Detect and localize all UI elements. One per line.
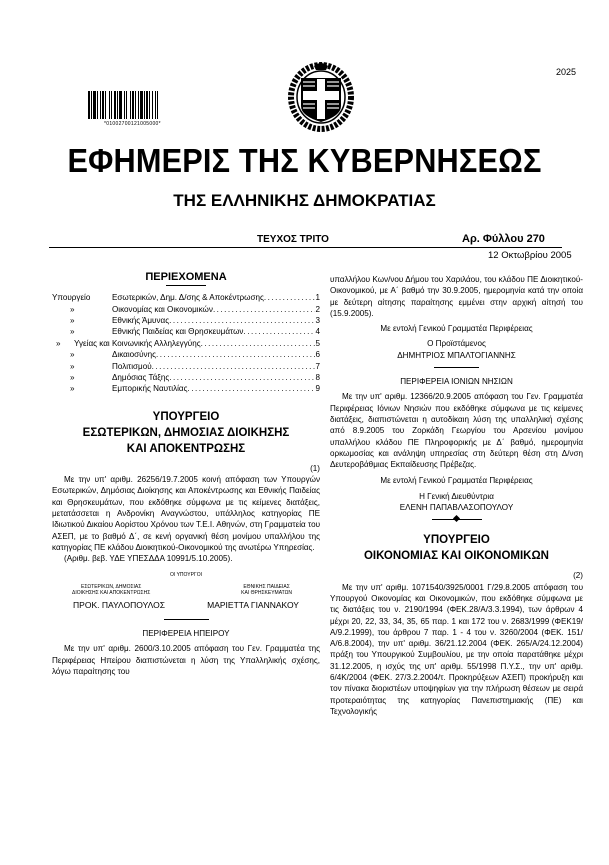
signatory-titles bbox=[52, 584, 320, 596]
toc-item-label: Εθνικής Παιδείας και Θρησκευμάτων bbox=[112, 327, 244, 337]
ministry-heading-interior bbox=[52, 409, 320, 457]
toc-item-page: 7 bbox=[315, 361, 320, 371]
barcode bbox=[88, 91, 208, 119]
barcode-bar bbox=[158, 91, 159, 119]
gazette-title: ΕΦΗΜΕΡΙΣ ΤΗΣ ΚΥΒΕΡΝΗΣΕΩΣ bbox=[67, 142, 542, 179]
toc-item-prefix: » bbox=[56, 338, 61, 348]
diamond-divider bbox=[432, 519, 482, 520]
signatory-2-title bbox=[241, 584, 292, 596]
toc-item bbox=[52, 338, 320, 349]
toc-item-label: Εμπορικής Ναυτιλίας bbox=[112, 384, 188, 394]
ministry-line: ΕΣΩΤΕΡΙΚΩΝ, ΔΗΜΟΣΙΑΣ ΔΙΟΙΚΗΣΗΣ bbox=[82, 426, 290, 439]
toc-item-label: Εθνικής Άμυνας bbox=[112, 316, 170, 326]
toc-item-page: 9 bbox=[315, 384, 320, 394]
toc-item-prefix: » bbox=[70, 304, 75, 314]
continued-text: υπαλλήλου Κων/νου Δήμου του Χαριλάου, του κλάδου ΠΕ Διοικητικού-Οικονομικού, με Α΄ βαθμό την 30.9.2005, ημερομηνία κατά την οποία με δεύτερη αίτησης παραίτησης εμμένει στην αρχική αίτησή του (15.9.2005). bbox=[330, 275, 583, 318]
toc-item-page: 4 bbox=[315, 327, 320, 337]
coat-of-arms-icon bbox=[286, 60, 356, 132]
decision-number: (2) bbox=[573, 571, 583, 581]
section-divider bbox=[164, 619, 209, 620]
signatories-heading: ΟΙ ΥΠΟΥΡΓΟΙ bbox=[170, 572, 202, 579]
issue-label: ΤΕΥΧΟΣ ΤΡΙΤΟ bbox=[257, 234, 329, 245]
title-line: ΚΑΙ ΘΡΗΣΚΕΥΜΑΤΩΝ bbox=[241, 589, 292, 596]
toc-item bbox=[52, 349, 320, 360]
signatory-names bbox=[52, 600, 320, 611]
toc-item bbox=[52, 361, 320, 372]
title-line: ΔΙΟΙΚΗΣΗΣ ΚΑΙ ΑΠΟΚΕΝΤΡΩΣΗΣ bbox=[72, 589, 151, 596]
toc-item bbox=[52, 326, 320, 337]
right-column bbox=[330, 272, 583, 717]
title-line: ΕΘΝΙΚΗΣ ΠΑΙΔΕΙΑΣ bbox=[243, 583, 290, 590]
ministry-line: ΟΙΚΟΝΟΜΙΑΣ ΚΑΙ ΟΙΚΟΝΟΜΙΚΩΝ bbox=[363, 550, 549, 563]
region-heading-ionian: ΠΕΡΙΦΕΡΕΙΑ ΙΟΝΙΩΝ ΝΗΣΙΩΝ bbox=[400, 377, 513, 387]
diamond-icon bbox=[452, 515, 459, 522]
toc-item-prefix: Υπουργείο bbox=[52, 293, 91, 303]
toc-item-label: Οικονομίας και Οικονομικών bbox=[112, 304, 213, 314]
region-decision-text: Με την υπ' αριθμ. 2600/3.10.2005 απόφαση του Γεν. Γραμματέα της Περιφέρειας Ηπείρου διαπιστώνεται η λύση της Υπαλληλικής σχέσης, λόγω παραίτησης του bbox=[52, 644, 320, 676]
signer-title: Ο Προϊστάμενος bbox=[427, 339, 486, 349]
ministry-line: ΥΠΟΥΡΓΕΙΟ bbox=[152, 410, 220, 423]
signatory-2-name: ΜΑΡΙΕΤΤΑ ΓΙΑΝΝΑΚΟΥ bbox=[207, 599, 299, 610]
toc-leader-dots bbox=[152, 361, 316, 372]
toc-leader-dots bbox=[264, 292, 316, 303]
toc-item-prefix: » bbox=[70, 350, 75, 360]
decision-text: Με την υπ' αριθμ. 1071540/3925/0001 Γ/29.8.2005 απόφαση του Υπουργού Οικονομίας και Οικονομικών, που εκδόθηκε σύμφωνα με τις διατάξεις του ν. 2190/1994 (ΦΕΚ.28/Α/3.3.1994), των άρθρων 4 μέχρι 20, 22, 33, 34, 35, 65 παρ. 1 και 172 του ν. 2683/1999 (ΦΕΚ19/Α/9.2.1999), του άρθρου 7 παρ. 1 - 4 του ν. 3260/2004 (ΦΕΚ. 151/Α/6.8.2004), την υπ' αριθμ. 36/21.12.2004 (ΦΕΚ. 265/Α/24.12.2004) πράξη του Υπουργικού Συμβουλίου, με την οποία παρατάθηκε μέχρι 31.12.2005, η ισχύς της υπ' αριθμ. 55/1998 Π.Υ.Σ., την υπ' αριθμ. 6/4Κ/2004 (ΦΕΚ. 27/3.2.2004/τ. Προκηρύξεων ΑΣΕΠ) προκήρυξη και τον πίνακα διοριστέων υποψηφίων για την πλήρωση θέσεων με σειρά προτεραιότητας της κατηγορίας Πανεπιστημιακής (ΠΕ) και Τεχνολογικής bbox=[330, 582, 583, 716]
ministry-line: ΥΠΟΥΡΓΕΙΟ bbox=[423, 534, 490, 547]
toc-leader-dots bbox=[243, 326, 315, 337]
toc-item-label: Δημόσιας Τάξης bbox=[112, 373, 170, 383]
toc-item bbox=[52, 315, 320, 326]
signer-name: ΔΗΜΗΤΡΙΟΣ ΜΠΑΛΤΟΓΙΑΝΝΗΣ bbox=[397, 350, 516, 360]
decision-text: Με την υπ' αριθμ. 26256/19.7.2005 κοινή απόφαση των Υπουργών Εσωτερικών, Δημόσιας Διοίκησης και Αποκέντρωσης και Εθνικής Παιδείας και Θρησκευμάτων, που εκδόθηκε σύμφωνα με τις κείμενες διατάξεις, μετατάσσεται η Ανδρονίκη Αναγνώστου, υπάλληλος κατηγορίας ΠΕ Ιδιωτικού Δικαίου Αορίστου Χρόνου των Τ.Ε.Ι. Αθηνών, στη Γραμματεία του ΑΣΕΠ, με το βαθμό Δ΄, σε κενή οργανική θέση μονίμου υπαλλήλου της κατηγορίας ΠΕ κλάδου Διοικητικού-Οικονομικού της ανωτέρω Υπηρεσίας. bbox=[52, 475, 320, 552]
toc-item bbox=[52, 304, 320, 315]
signatory-1-name: ΠΡΟΚ. ΠΑΥΛΟΠΟΥΛΟΣ bbox=[73, 599, 166, 610]
toc-item-prefix: » bbox=[70, 327, 75, 337]
toc-item bbox=[52, 292, 320, 303]
signer-title: Η Γενική Διευθύντρια bbox=[419, 491, 494, 501]
toc-item bbox=[52, 372, 320, 383]
section-divider bbox=[434, 367, 479, 368]
barcode-number: *01002700121005000* bbox=[104, 121, 161, 127]
toc-leader-dots bbox=[156, 349, 315, 360]
toc-item-page: 3 bbox=[315, 316, 320, 326]
toc-item-prefix: » bbox=[70, 384, 75, 394]
decision-reference: (Αριθμ. βεβ. ΥΔΕ ΥΠΕΣΔΔΑ 10991/5.10.2005). bbox=[64, 554, 233, 564]
toc-leader-dots bbox=[169, 315, 315, 326]
left-column bbox=[52, 270, 320, 677]
toc-title: ΠΕΡΙΕΧΟΜΕΝΑ bbox=[145, 271, 227, 283]
toc-item-page: 8 bbox=[315, 373, 320, 383]
order-line: Με εντολή Γενικού Γραμματέα Περιφέρειας bbox=[380, 476, 533, 486]
toc-title-underline bbox=[166, 285, 206, 286]
toc-item-prefix: » bbox=[70, 361, 75, 371]
order-line: Με εντολή Γενικού Γραμματέα Περιφέρειας bbox=[380, 324, 533, 334]
toc-item-label: Δικαιοσύνης bbox=[112, 350, 157, 360]
gazette-subtitle: ΤΗΣ ΕΛΛΗΝΙΚΗΣ ΔΗΜΟΚΡΑΤΙΑΣ bbox=[173, 191, 436, 210]
toc-leader-dots bbox=[213, 304, 316, 315]
toc-item-label: Υγείας και Κοινωνικής Αλληλεγγύης bbox=[74, 338, 201, 348]
region-heading-epirus: ΠΕΡΙΦΕΡΕΙΑ ΗΠΕΙΡΟΥ bbox=[142, 629, 230, 639]
toc-leader-dots bbox=[201, 338, 316, 349]
sheet-number: Αρ. Φύλλου 270 bbox=[462, 233, 545, 245]
toc-leader-dots bbox=[188, 383, 316, 394]
toc-item bbox=[52, 383, 320, 394]
ministry-heading-finance bbox=[330, 532, 583, 564]
toc-item-label: Εσωτερικών, Δημ. Δ/σης & Αποκέντρωσης bbox=[112, 293, 264, 303]
toc-item-page: 6 bbox=[315, 350, 320, 360]
signatory-1-title bbox=[72, 584, 150, 596]
region-decision-text: Με την υπ' αριθμ. 12366/20.9.2005 απόφαση του Γεν. Γραμματέα Περιφέρειας Ιόνιων Νησιών που εκδόθηκε σύμφωνα με τις κείμενες διατάξεις, διαπιστώνεται η αυτοδίκαιη λύση της υπαλληλική σχέσης από 8.9.2005 του Ζορκάδη Γεωργίου του Αρσενίου μονίμου υπαλλήλου κλάδου ΠΕ Πληροφορικής με Δ΄ βαθμό, ημερομηνία ορκωμοσίας και ανάληψη υπηρεσίας στη δεύτερη θέση στη Δ/νση Δευτεροβάθμιας Εκπαίδευσης Πρέβεζας. bbox=[330, 392, 583, 470]
page-number: 2025 bbox=[556, 67, 577, 77]
issue-date: 12 Οκτωβρίου 2005 bbox=[488, 250, 572, 261]
title-line: ΕΣΩΤΕΡΙΚΩΝ, ΔΗΜΟΣΙΑΣ bbox=[80, 583, 142, 590]
decision-number: (1) bbox=[310, 463, 320, 473]
toc-item-label: Πολιτισμού bbox=[112, 361, 152, 371]
toc-leader-dots bbox=[169, 372, 315, 383]
toc-item-prefix: » bbox=[70, 316, 75, 326]
ministry-line: ΚΑΙ ΑΠΟΚΕΝΤΡΩΣΗΣ bbox=[126, 442, 246, 455]
toc-item-page: 1 bbox=[315, 293, 320, 303]
toc-item-page: 2 bbox=[315, 304, 320, 314]
toc-item-page: 5 bbox=[315, 338, 320, 348]
table-of-contents bbox=[52, 292, 320, 395]
signer-name: ΕΛΕΝΗ ΠΑΠΑΒΛΑΣΟΠΟΥΛΟΥ bbox=[399, 503, 514, 513]
header-divider bbox=[49, 247, 562, 248]
toc-item-prefix: » bbox=[70, 373, 75, 383]
